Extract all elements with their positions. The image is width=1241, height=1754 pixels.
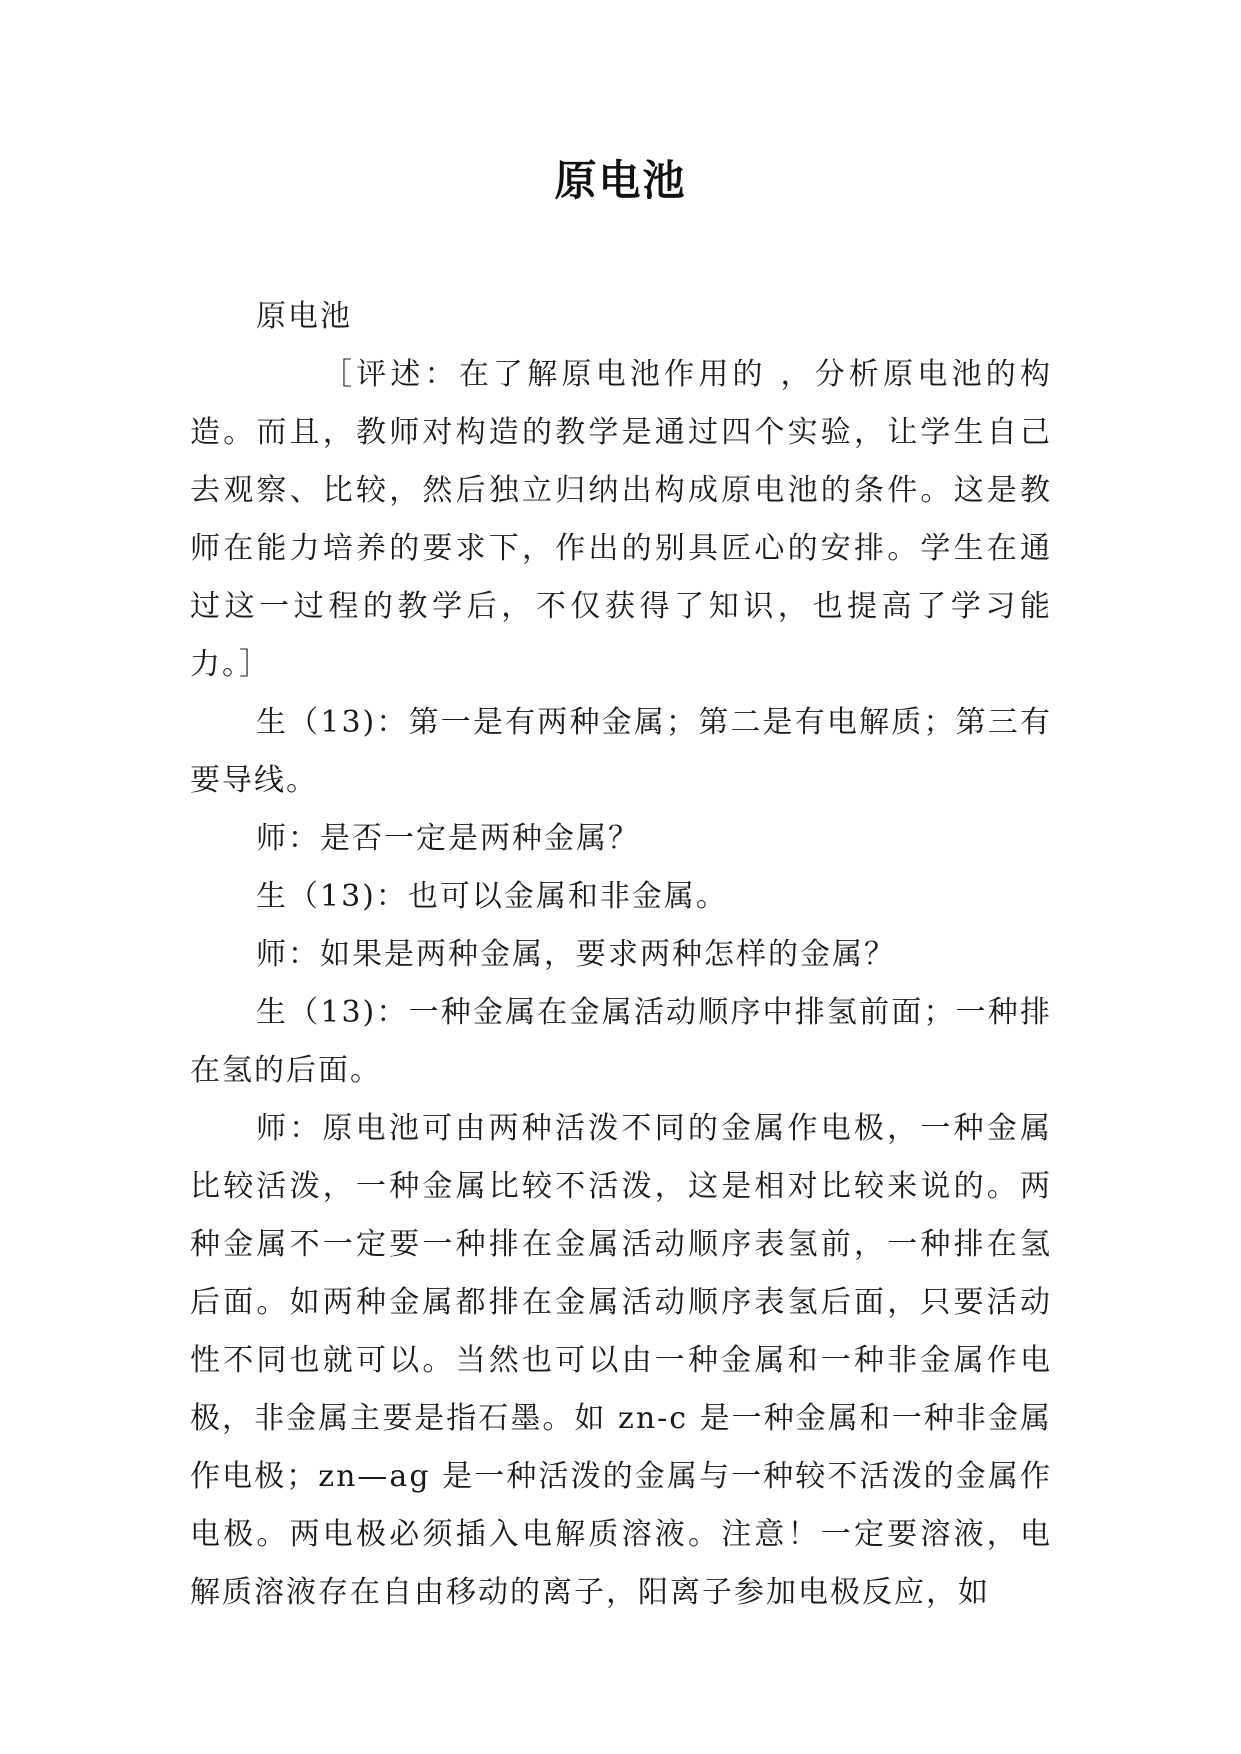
document-body: [190, 288, 1052, 1622]
paragraph-teacher-explanation: 师：原电池可由两种活泼不同的金属作电极，一种金属比较活泼，一种金属比较不活泼，这是相对比较来说的。两种金属不一定要一种排在金属活动顺序表氢前，一种排在氢后面。如两种金属都排在金属活动顺序表氢后面，只要活动性不同也就可以。当然也可以由一种金属和一种非金属作电极，非金属主要是指石墨。如 zn-c 是一种金属和一种非金属作电极；zn—ag 是一种活泼的金属与一种较不活泼的金属作电极。两电极必须插入电解质溶液。注意！一定要溶液，电解质溶液存在自由移动的离子，阳离子参加电极反应，如: [190, 1111, 1052, 1610]
paragraph-teacher-question: 师：是否一定是两种金属？: [256, 821, 640, 856]
paragraph-commentary: ［评述：在了解原电池作用的 ，分析原电池的构造。而且，教师对构造的教学是通过四个实验，让学生自己去观察、比较，然后独立归纳出构成原电池的条件。这是教师在能力培养的要求下，作出的别具匠心的安排。学生在通过这一过程的教学后，不仅获得了知识，也提高了学习能力。］: [190, 357, 1052, 682]
paragraph-student-reply: 生（13)：也可以金属和非金属。: [256, 879, 728, 914]
document-title: 原电池: [554, 156, 687, 205]
paragraph-student-reply: 生（13)：一种金属在金属活动顺序中排氢前面；一种排在氢的后面。: [190, 995, 1052, 1088]
paragraph-heading: 原电池: [256, 299, 352, 334]
paragraph-teacher-question: 师：如果是两种金属，要求两种怎样的金属？: [256, 937, 896, 972]
paragraph-student-reply: 生（13)：第一是有两种金属；第二是有电解质；第三有要导线。: [190, 705, 1052, 798]
